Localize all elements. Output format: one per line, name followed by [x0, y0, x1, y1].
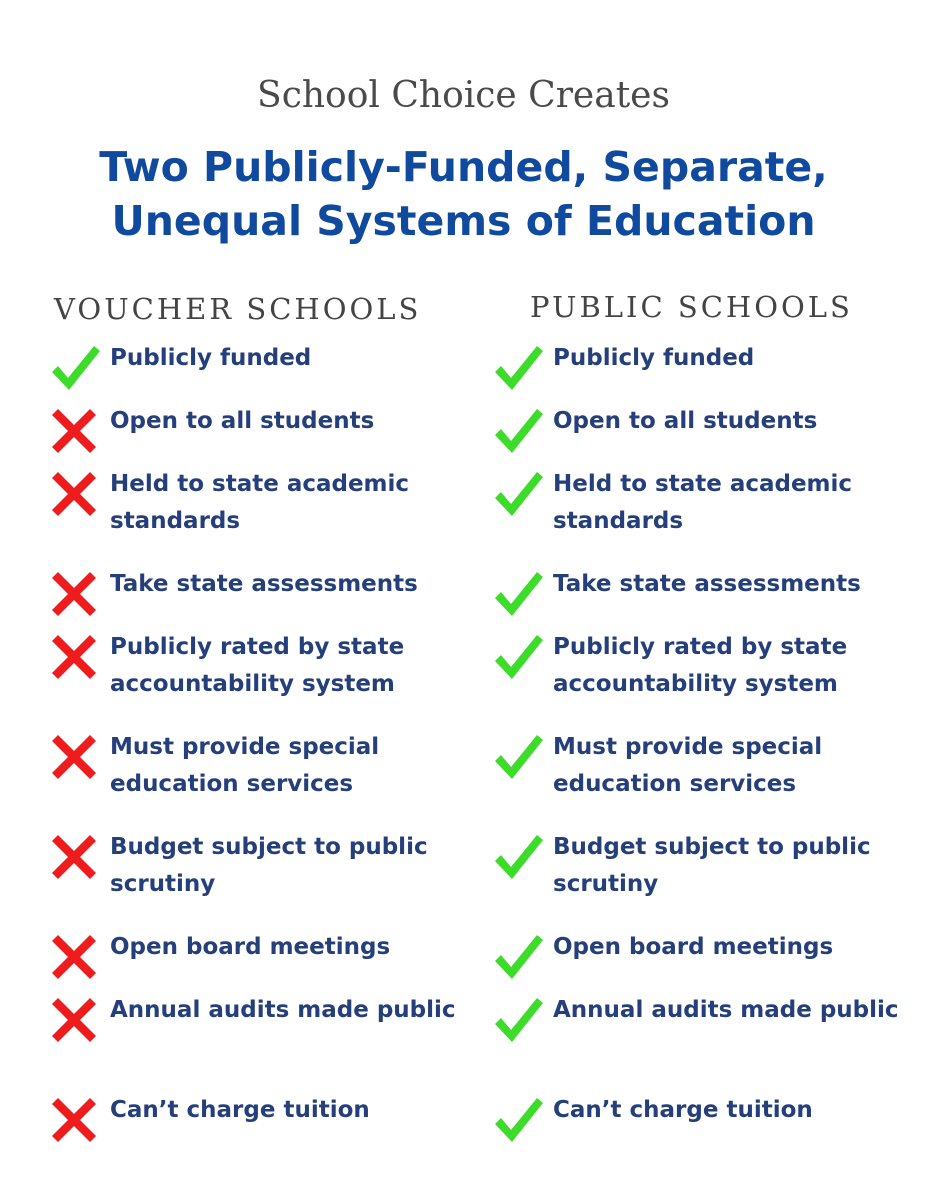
cross-icon [46, 992, 102, 1048]
subtitle: School Choice Creates [257, 75, 670, 116]
cross-icon [46, 629, 102, 685]
cross-icon [46, 729, 102, 785]
list-item-label: Take state assessments [110, 571, 418, 597]
list-item-label: Publicly rated by state accountability system [110, 634, 405, 697]
cross-icon [46, 929, 102, 985]
list-item-label: Annual audits made public [110, 997, 456, 1023]
check-icon [489, 403, 545, 459]
check-icon [489, 1092, 545, 1148]
list-item-label: Open board meetings [553, 934, 834, 960]
check-icon [489, 629, 545, 685]
page-title-line-2: Unequal Systems of Education [111, 197, 816, 245]
list-item-label: Take state assessments [553, 571, 861, 597]
check-icon [489, 466, 545, 522]
check-icon [489, 992, 545, 1048]
cross-icon [46, 1092, 102, 1148]
list-item-label: Budget subject to public scrutiny [553, 834, 871, 897]
cross-icon [46, 466, 102, 522]
list-item-label: Can’t charge tuition [553, 1097, 813, 1123]
list-item-label: Open board meetings [110, 934, 391, 960]
check-icon [489, 729, 545, 785]
check-icon [489, 566, 545, 622]
list-item-label: Publicly rated by state accountability system [553, 634, 848, 697]
page-title-line-1: Two Publicly-Funded, Separate, [99, 143, 828, 191]
list-item-label: Annual audits made public [553, 997, 899, 1023]
check-icon [489, 829, 545, 885]
public-schools-heading: PUBLIC SCHOOLS [530, 290, 853, 324]
check-icon [489, 340, 545, 396]
check-icon [489, 929, 545, 985]
list-item-label: Held to state academic standards [110, 471, 410, 534]
list-item-label: Publicly funded [110, 345, 312, 371]
list-item-label: Can’t charge tuition [110, 1097, 370, 1123]
list-item-label: Budget subject to public scrutiny [110, 834, 428, 897]
list-item-label: Held to state academic standards [553, 471, 853, 534]
voucher-schools-heading: VOUCHER SCHOOLS [54, 292, 422, 326]
check-icon [46, 340, 102, 396]
list-item-label: Open to all students [110, 408, 375, 434]
list-item-label: Publicly funded [553, 345, 755, 371]
cross-icon [46, 403, 102, 459]
page-title [0, 140, 927, 248]
list-item-label: Open to all students [553, 408, 818, 434]
cross-icon [46, 566, 102, 622]
list-item-label: Must provide special education services [110, 734, 380, 797]
list-item-label: Must provide special education services [553, 734, 823, 797]
cross-icon [46, 829, 102, 885]
